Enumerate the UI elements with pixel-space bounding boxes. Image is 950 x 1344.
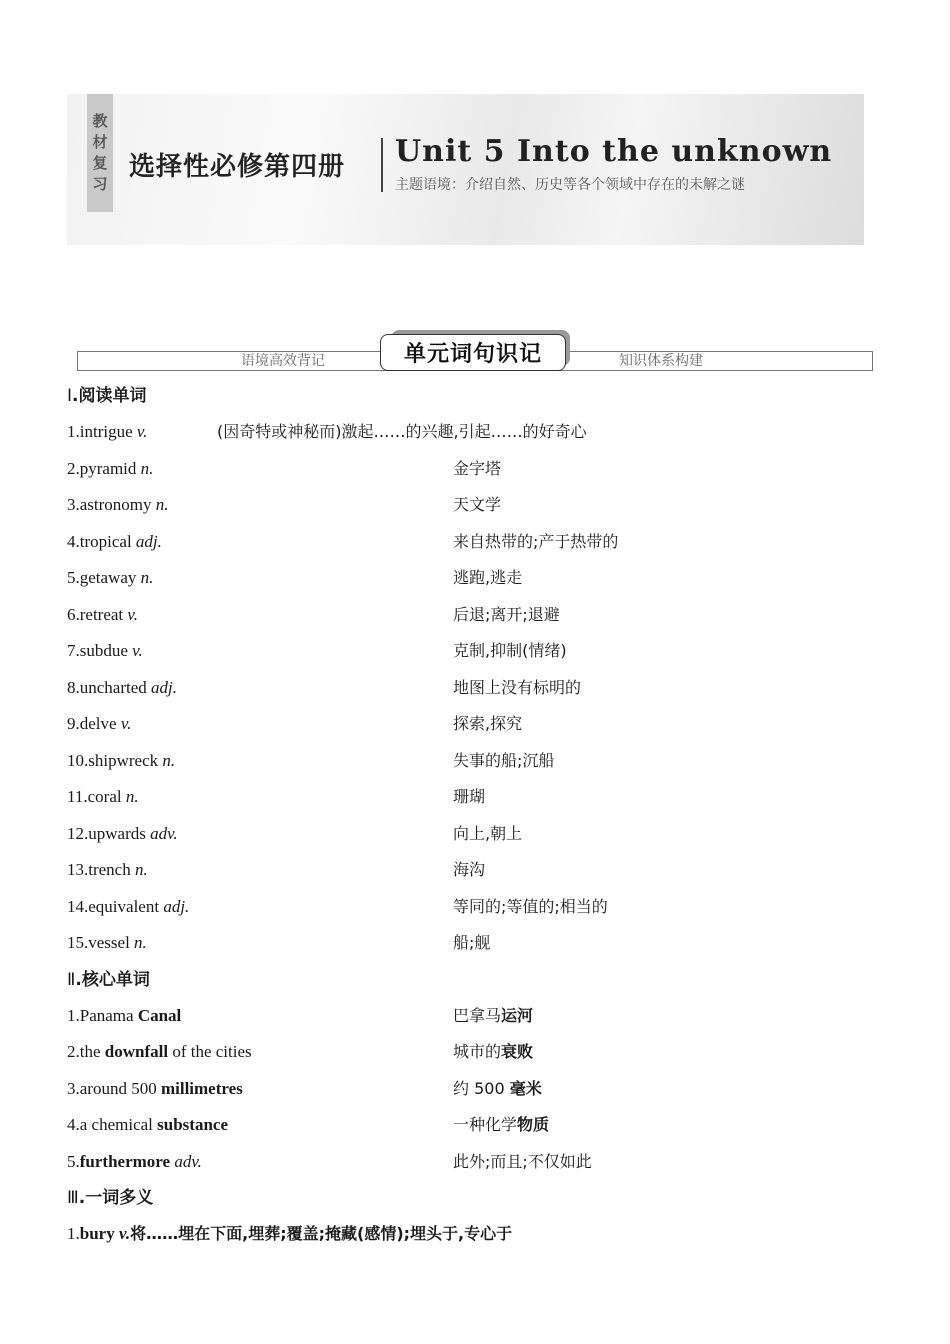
meaning: 后退;离开;退避 <box>453 604 560 624</box>
word: 2.pyramid <box>67 458 137 478</box>
tab-char: 复 <box>92 154 108 172</box>
list-item <box>67 706 887 743</box>
section-bar-left: 语境高效背记 <box>241 353 325 369</box>
tab-char: 材 <box>92 133 108 151</box>
word: 14.equivalent <box>67 896 160 916</box>
meaning: 等同的;等值的;相当的 <box>453 896 608 916</box>
phrase-post: of the cities <box>168 1042 252 1061</box>
word: 12.upwards <box>67 823 146 843</box>
meaning-pre: 巴拿马 <box>453 1005 502 1025</box>
meaning-pre: 此外;而且;不仅如此 <box>453 1151 592 1171</box>
list-item <box>67 889 887 926</box>
meaning-key: 衰败 <box>501 1042 534 1061</box>
part-of-speech: v. <box>136 422 148 441</box>
list-item <box>67 670 887 707</box>
meaning: 探索,探究 <box>453 714 523 733</box>
phrase-pre: 3.around 500 <box>67 1078 161 1098</box>
list-item <box>67 451 887 488</box>
textbook-review-tab <box>87 94 113 212</box>
phrase-pre: 5. <box>67 1151 80 1171</box>
list-item <box>67 743 887 780</box>
word: 3.astronomy <box>67 495 152 514</box>
phrase-pre: 4.a chemical <box>67 1115 158 1134</box>
unit-theme: 主题语境：介绍自然、历史等各个领域中存在的未解之谜 <box>395 177 745 193</box>
core-words-heading <box>67 962 887 998</box>
meaning: 逃跑,逃走 <box>453 568 523 587</box>
tab-char: 习 <box>92 175 108 193</box>
meaning: 克制,抑制(情绪) <box>453 641 567 660</box>
list-item <box>67 852 887 889</box>
key-word: substance <box>157 1115 229 1134</box>
meaning: 失事的船;沉船 <box>453 750 555 770</box>
list-item <box>67 1216 887 1252</box>
part-of-speech: v. <box>127 604 138 624</box>
unit-banner <box>67 94 864 245</box>
meaning-pre: 城市的 <box>453 1042 502 1061</box>
meaning-key: 毫米 <box>509 1078 542 1098</box>
list-item <box>67 1034 887 1071</box>
meaning: 珊瑚 <box>453 787 486 806</box>
part-of-speech: adv. <box>174 1151 202 1171</box>
word: 11.coral <box>67 787 122 806</box>
part-of-speech: n. <box>134 933 147 952</box>
part-of-speech: adj. <box>151 677 178 697</box>
polysemy-heading <box>67 1180 887 1216</box>
meaning: 船;舰 <box>453 933 491 952</box>
word: 7.subdue <box>67 641 128 660</box>
list-item <box>67 1107 887 1144</box>
list-item <box>67 633 887 670</box>
tab-char: 教 <box>92 112 108 130</box>
key-word: downfall <box>104 1042 169 1061</box>
meaning: (因奇特或神秘而)激起……的兴趣,引起……的好奇心 <box>217 422 587 441</box>
banner-divider <box>381 138 383 192</box>
key-word: furthermore <box>79 1151 171 1171</box>
part-of-speech: n. <box>134 860 148 879</box>
list-item <box>67 998 887 1035</box>
list-item <box>67 1144 887 1181</box>
part-of-speech: adj. <box>135 531 162 551</box>
word: 10.shipwreck <box>67 750 159 770</box>
list-item <box>67 560 887 597</box>
part-of-speech: v. <box>132 641 143 660</box>
list-item <box>67 816 887 853</box>
heading-title: .一词多义 <box>78 1188 154 1208</box>
meaning: 来自热带的;产于热带的 <box>453 531 619 551</box>
key-word: Canal <box>137 1005 182 1025</box>
list-item <box>67 925 887 962</box>
section-bar-right: 知识体系构建 <box>619 353 703 369</box>
part-of-speech: n. <box>140 568 154 587</box>
part-of-speech: v. <box>114 1224 131 1243</box>
word: 5.getaway <box>67 568 137 587</box>
section-title: 单元词句识记 <box>380 334 566 371</box>
meaning-key: 物质 <box>517 1115 550 1134</box>
part-of-speech: adv. <box>150 823 178 843</box>
list-item <box>67 597 887 634</box>
word: 6.retreat <box>67 604 124 624</box>
part-of-speech: n. <box>125 787 139 806</box>
word: 1.intrigue <box>67 422 133 441</box>
unit-title: Unit 5 Into the unknown <box>395 134 833 169</box>
word: 8.uncharted <box>67 677 147 697</box>
meaning: 将……埋在下面,埋葬;覆盖;掩藏(感情);埋头于,专心于 <box>130 1224 513 1243</box>
reading-words-heading <box>67 378 887 414</box>
heading-numeral: Ⅰ <box>67 386 73 405</box>
book-title: 选择性必修第四册 <box>129 152 346 182</box>
phrase-pre: 1.Panama <box>67 1005 138 1025</box>
part-of-speech: adj. <box>163 896 190 916</box>
word: 15.vessel <box>67 933 130 952</box>
heading-numeral: Ⅱ <box>67 969 76 989</box>
meaning-key: 运河 <box>501 1005 534 1025</box>
heading-title: .核心单词 <box>75 969 150 990</box>
part-of-speech: v. <box>120 714 132 733</box>
word: 9.delve <box>67 714 117 733</box>
list-item <box>67 414 887 451</box>
key-word: bury <box>79 1224 115 1243</box>
meaning: 金字塔 <box>453 458 502 478</box>
meaning: 地图上没有标明的 <box>453 677 582 697</box>
word: 13.trench <box>67 860 131 879</box>
heading-numeral: Ⅲ <box>67 1188 79 1207</box>
heading-title: .阅读单词 <box>72 386 147 406</box>
meaning: 天文学 <box>453 495 502 514</box>
list-item <box>67 524 887 561</box>
part-of-speech: n. <box>155 495 169 514</box>
item-number: 1. <box>67 1224 80 1243</box>
key-word: millimetres <box>160 1078 243 1098</box>
list-item <box>67 1071 887 1108</box>
meaning: 海沟 <box>453 860 486 879</box>
part-of-speech: n. <box>140 458 154 478</box>
part-of-speech: n. <box>162 750 176 770</box>
list-item <box>67 487 887 524</box>
word: 4.tropical <box>67 531 132 551</box>
meaning-pre: 一种化学 <box>453 1115 518 1134</box>
list-item <box>67 779 887 816</box>
meaning-pre: 约 500 <box>453 1078 510 1098</box>
meaning: 向上,朝上 <box>453 823 523 843</box>
phrase-pre: 2.the <box>67 1042 105 1061</box>
vocabulary-content <box>67 378 887 1252</box>
